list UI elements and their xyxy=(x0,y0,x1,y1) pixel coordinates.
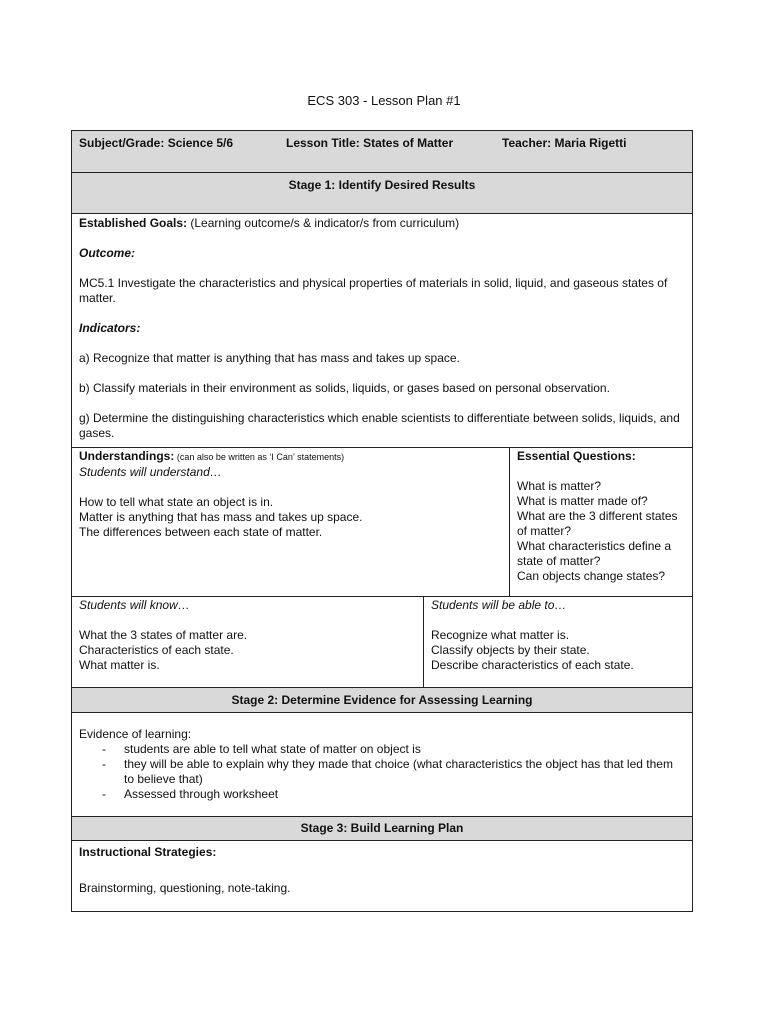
able-item: Classify objects by their state. xyxy=(431,643,590,657)
goals-label: Established Goals: xyxy=(79,216,188,230)
evidence-item: - students are able to tell what state of matter on object is xyxy=(102,742,685,757)
indicator-g: g) Determine the distinguishing characteristics which enable scientists to differentiate between solids, liquids, and gases. xyxy=(79,411,680,440)
instructional-strategies-section xyxy=(72,841,692,911)
lesson-title: Lesson Title: States of Matter xyxy=(286,136,454,150)
know-able-row xyxy=(72,597,692,688)
know-item: Characteristics of each state. xyxy=(79,643,234,657)
understandings-label: Understandings: xyxy=(79,449,175,463)
essential-questions-cell xyxy=(509,448,692,596)
understandings-cell xyxy=(72,448,509,596)
stage2-header xyxy=(72,688,692,713)
indicator-a: a) Recognize that matter is anything that has mass and takes up space. xyxy=(79,351,460,365)
know-item: What matter is. xyxy=(79,658,160,672)
stage2-title: Stage 2: Determine Evidence for Assessing Learning xyxy=(231,693,533,707)
essential-question: What are the 3 different states of matter? xyxy=(517,509,678,538)
stage1-header xyxy=(72,173,692,214)
essential-question: What is matter made of? xyxy=(517,494,648,508)
understanding-item: The differences between each state of matter. xyxy=(79,525,323,539)
essential-questions-label: Essential Questions: xyxy=(517,449,636,463)
evidence-item: - Assessed through worksheet xyxy=(102,787,685,802)
document-title: ECS 303 - Lesson Plan #1 xyxy=(307,93,461,108)
know-item: What the 3 states of matter are. xyxy=(79,628,248,642)
subject-grade: Subject/Grade: Science 5/6 xyxy=(79,136,234,150)
understandings-row xyxy=(72,448,692,597)
stage3-title: Stage 3: Build Learning Plan xyxy=(300,821,464,835)
know-subtitle: Students will know… xyxy=(79,598,190,612)
stage1-title: Stage 1: Identify Desired Results xyxy=(288,178,476,192)
teacher-name: Teacher: Maria Rigetti xyxy=(502,136,627,150)
strategies-text: Brainstorming, questioning, note-taking. xyxy=(79,881,291,895)
established-goals-section xyxy=(72,214,692,448)
outcome-label: Outcome: xyxy=(79,246,136,260)
essential-question: What characteristics define a state of matter? xyxy=(517,539,672,568)
able-item: Recognize what matter is. xyxy=(431,628,570,642)
essential-question: What is matter? xyxy=(517,479,602,493)
outcome-text: MC5.1 Investigate the characteristics and physical properties of materials in solid, liquid, and gaseous states of matter. xyxy=(79,276,668,305)
evidence-section xyxy=(72,713,692,817)
indicator-b: b) Classify materials in their environment as solids, liquids, or gases based on personal observation. xyxy=(79,381,610,395)
able-item: Describe characteristics of each state. xyxy=(431,658,634,672)
indicators-label: Indicators: xyxy=(79,321,141,335)
strategies-label: Instructional Strategies: xyxy=(79,845,217,859)
essential-question: Can objects change states? xyxy=(517,569,666,583)
understandings-note: (can also be written as ‘I Can’ statements) xyxy=(174,452,345,462)
understanding-item: How to tell what state an object is in. xyxy=(79,495,274,509)
evidence-list xyxy=(79,742,685,802)
understanding-item: Matter is anything that has mass and takes up space. xyxy=(79,510,363,524)
evidence-intro: Evidence of learning: xyxy=(79,727,192,741)
stage3-header xyxy=(72,817,692,841)
lesson-plan-table xyxy=(71,130,693,912)
understandings-subtitle: Students will understand… xyxy=(79,465,222,479)
students-able-cell xyxy=(423,597,692,687)
header-row xyxy=(72,131,692,173)
evidence-item: - they will be able to explain why they made that choice (what characteristics the object has that led them to believe that) xyxy=(102,757,685,787)
able-subtitle: Students will be able to… xyxy=(431,598,567,612)
students-know-cell xyxy=(72,597,423,687)
goals-note: (Learning outcome/s & indicator/s from curriculum) xyxy=(187,216,460,230)
